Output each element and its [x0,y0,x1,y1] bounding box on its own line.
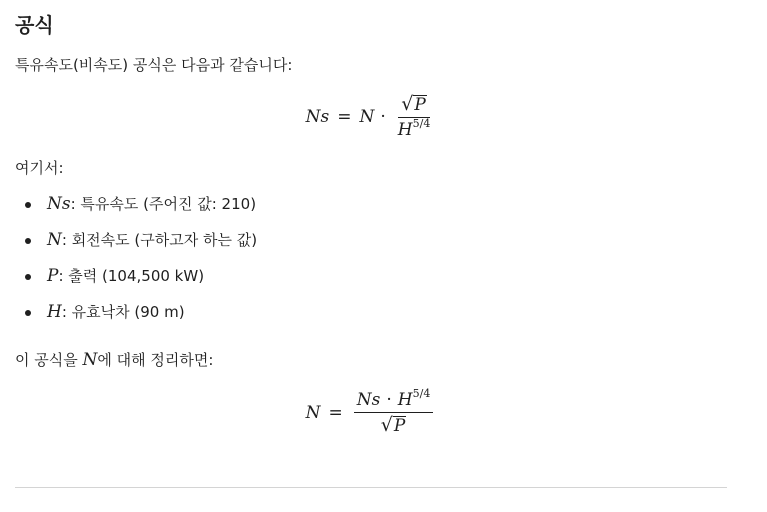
rearrange-text [15,350,213,370]
formula1-radicand: P [414,95,426,115]
formula2-sqrt [381,415,407,435]
list-item [15,227,615,263]
variable-description: : 특유속도 (주어진 값: 210) [70,195,257,213]
section-title: 공식 [15,13,54,37]
list-item [15,263,615,299]
formula1-equals: = [337,107,352,127]
formula-rotational-speed [15,387,727,436]
rearrange-symbol: N [82,350,98,370]
sqrt-symbol: √ [380,414,393,436]
formula2-denominator [378,413,410,436]
rearrange-suffix: 에 대해 정리하면: [97,351,214,369]
variable-symbol: N [47,230,62,250]
formula1-sqrt [401,94,427,114]
formula1-exponent: 5/4 [412,117,431,130]
intro-text: 특유속도(비속도) 공식은 다음과 같습니다: [15,56,293,74]
list-item [15,191,615,227]
sqrt-symbol: √ [401,93,414,115]
rearrange-prefix: 이 공식을 [15,351,83,369]
formula2-num-base: H [397,390,413,410]
section-divider [15,487,727,488]
variable-description: : 유효낙차 (90 m) [61,303,185,321]
variable-description: : 출력 (104,500 kW) [58,267,205,285]
formula2-dot: · [386,390,392,410]
formula2-numerator [354,387,434,413]
formula1-numerator [398,94,430,118]
formula2-lhs: N [305,403,321,423]
variable-symbol: P [47,266,59,286]
formula1-lhs: Ns [305,107,330,127]
formula1-factor: N [359,107,375,127]
variable-description: : 회전속도 (구하고자 하는 값) [61,231,258,249]
formula2-exponent: 5/4 [412,387,431,400]
variable-symbol: H [47,302,62,322]
formula1-fraction [395,94,434,140]
where-label: 여기서: [15,159,64,177]
variable-symbol: Ns [47,194,71,214]
formula-specific-speed [15,94,727,140]
formula2-fraction [354,387,434,436]
variable-list [15,191,615,335]
formula1-dot: · [380,107,386,127]
formula1-denominator [395,118,434,140]
formula2-equals: = [328,403,343,423]
list-item [15,299,615,335]
formula2-radicand: P [393,416,406,436]
formula1-denominator-base: H [397,120,413,140]
formula2-num-left: Ns [356,390,381,410]
